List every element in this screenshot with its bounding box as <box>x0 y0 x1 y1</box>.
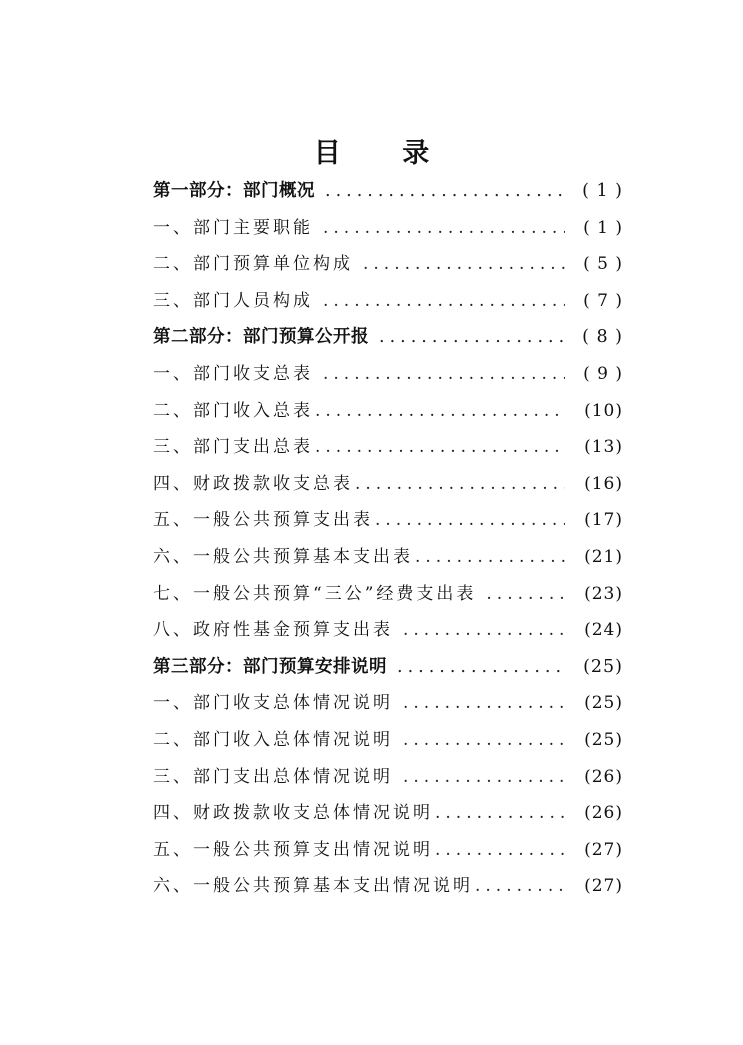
toc-entry-label: 三、部门支出总体情况说明 <box>153 766 393 787</box>
toc-dot-leader <box>315 429 565 466</box>
toc-entry-label: 五、一般公共预算支出表 <box>153 510 373 531</box>
toc-dot-leader <box>375 502 565 539</box>
toc-entry-label: 三、部门人员构成 <box>153 290 313 311</box>
toc-entry-label: 第三部分：部门预算安排说明 <box>153 656 387 677</box>
toc-dot-leader <box>315 393 565 430</box>
toc-entry <box>153 246 623 283</box>
toc-entry-page: ( 1 ) <box>583 217 623 238</box>
toc-dot-leader <box>475 868 565 905</box>
toc-entry <box>153 868 623 905</box>
toc-entry-label: 一、部门收支总表 <box>153 363 313 384</box>
toc-dot-leader <box>397 649 565 686</box>
toc-dot-leader <box>403 759 565 796</box>
toc-dot-leader <box>363 246 565 283</box>
toc-entry-label: 五、一般公共预算支出情况说明 <box>153 839 433 860</box>
toc-entry <box>153 795 623 832</box>
toc-entry-label: 八、政府性基金预算支出表 <box>153 620 393 641</box>
toc-entry-label: 七、一般公共预算“三公”经费支出表 <box>153 583 477 604</box>
toc-entry <box>153 612 623 649</box>
toc-entry-page: (27) <box>584 839 623 860</box>
toc-entry <box>153 759 623 796</box>
toc-entry-page: (10) <box>584 400 623 421</box>
toc-dot-leader <box>435 832 565 869</box>
toc-entry <box>153 832 623 869</box>
toc-dot-leader <box>415 539 565 576</box>
toc-entry-label: 一、部门主要职能 <box>153 217 313 238</box>
toc-entry-page: ( 5 ) <box>583 254 623 275</box>
toc-entry-label: 二、部门收入总体情况说明 <box>153 729 393 750</box>
toc-entry-page: (26) <box>584 803 623 824</box>
toc-entry <box>153 649 623 686</box>
toc-entry-label: 六、一般公共预算基本支出情况说明 <box>153 876 473 897</box>
toc-entry <box>153 466 623 503</box>
toc-entry-page: (25) <box>583 656 623 677</box>
toc-dot-leader <box>379 319 565 356</box>
toc-list <box>153 173 623 905</box>
toc-entry <box>153 539 623 576</box>
toc-dot-leader <box>403 612 565 649</box>
toc-entry-label: 第二部分：部门预算公开报 <box>153 327 369 348</box>
toc-entry-page: ( 1 ) <box>582 181 623 201</box>
toc-entry <box>153 319 623 356</box>
toc-entry-label: 第一部分：部门概况 <box>153 181 315 201</box>
toc-entry-page: (25) <box>584 693 623 714</box>
toc-entry-label: 一、部门收支总体情况说明 <box>153 693 393 714</box>
toc-entry-label: 四、财政拨款收支总体情况说明 <box>153 803 433 824</box>
toc-dot-leader <box>486 576 565 613</box>
toc-entry-page: (23) <box>584 583 623 604</box>
toc-entry-page: (16) <box>584 473 623 494</box>
toc-entry-page: ( 7 ) <box>583 290 623 311</box>
toc-entry <box>153 356 623 393</box>
toc-entry <box>153 722 623 759</box>
toc-entry <box>153 429 623 466</box>
toc-entry-page: ( 8 ) <box>582 327 623 348</box>
toc-entry-page: (17) <box>584 510 623 531</box>
toc-dot-leader <box>323 356 565 393</box>
toc-entry <box>153 685 623 722</box>
toc-entry <box>153 283 623 320</box>
toc-entry-page: (24) <box>584 620 623 641</box>
toc-dot-leader <box>403 685 565 722</box>
toc-entry-page: (13) <box>584 437 623 458</box>
toc-dot-leader <box>435 795 565 832</box>
toc-entry-page: (27) <box>584 876 623 897</box>
toc-entry-label: 二、部门预算单位构成 <box>153 254 353 275</box>
toc-dot-leader <box>323 210 565 247</box>
toc-entry <box>153 210 623 247</box>
toc-dot-leader <box>323 283 565 320</box>
toc-entry-label: 二、部门收入总表 <box>153 400 313 421</box>
toc-entry-page: (25) <box>584 729 623 750</box>
toc-entry-label: 四、财政拨款收支总表 <box>153 473 353 494</box>
toc-dot-leader <box>325 173 565 210</box>
toc-entry <box>153 502 623 539</box>
toc-dot-leader <box>355 466 565 503</box>
toc-entry-page: ( 9 ) <box>583 363 623 384</box>
toc-title: 目 录 <box>313 138 456 169</box>
toc-entry-page: (21) <box>584 546 623 567</box>
toc-entry <box>153 393 623 430</box>
toc-entry <box>153 173 623 210</box>
toc-entry <box>153 576 623 613</box>
toc-entry-page: (26) <box>584 766 623 787</box>
toc-entry-label: 三、部门支出总表 <box>153 437 313 458</box>
toc-dot-leader <box>403 722 565 759</box>
toc-entry-label: 六、一般公共预算基本支出表 <box>153 546 413 567</box>
